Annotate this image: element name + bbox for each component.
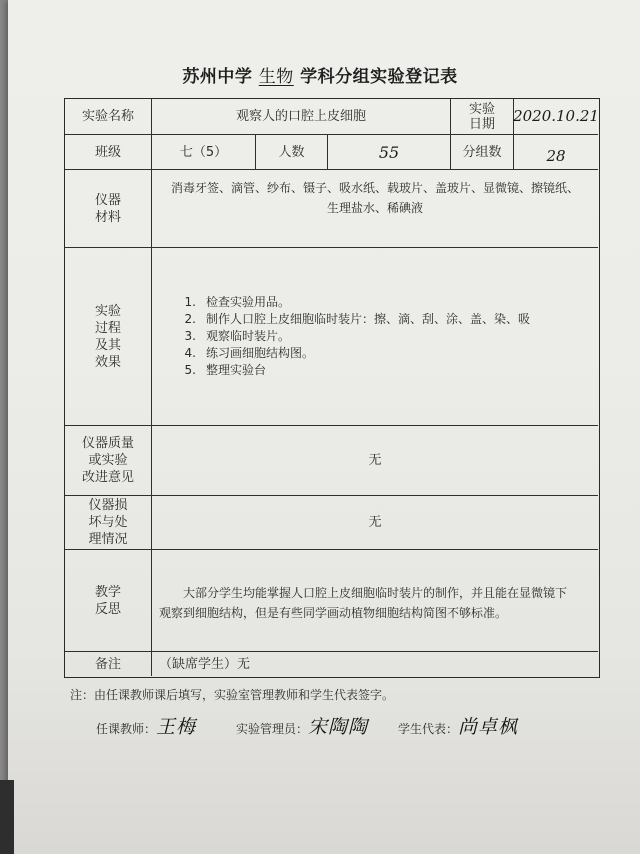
quality-label	[65, 426, 151, 495]
lab-admin-label: 实验管理员：	[236, 722, 309, 736]
lab-admin-signature-row	[236, 712, 368, 739]
process-item: 2. 制作人口腔上皮细胞临时装片：擦、滴、刮、涂、盖、染、吸	[184, 312, 531, 326]
damage-label-line3: 理情况	[88, 532, 128, 547]
count-label: 人数	[278, 144, 305, 160]
reflection-label-line1: 教学	[94, 584, 121, 600]
teacher-label: 任课教师：	[96, 722, 157, 736]
process-item: 5. 整理实验台	[184, 363, 267, 377]
background-edge	[0, 780, 14, 854]
count-value: 55	[378, 142, 400, 162]
process-label-line2: 过程	[94, 320, 121, 336]
title-school: 苏州中学	[182, 67, 253, 87]
student-label: 学生代表：	[398, 722, 459, 736]
footer-note: 注：由任课教师课后填写，实验室管理教师和学生代表签字。	[70, 688, 395, 702]
quality-label-line3: 改进意见	[81, 470, 134, 485]
teacher-signature: 王梅	[156, 716, 197, 738]
title-suffix: 学科分组实验登记表	[300, 67, 458, 87]
materials-value	[152, 175, 598, 221]
form-title	[0, 62, 640, 87]
reflection-line2: 观察到细胞结构，但是有些同学画动植物细胞结构简图不够标准。	[159, 606, 508, 620]
lab-admin-signature: 宋陶陶	[308, 716, 369, 738]
reflection-label	[65, 550, 151, 651]
groups-label: 分组数	[462, 144, 502, 160]
reflection-line1: 大部分学生均能掌握人口腔上皮细胞临时装片的制作，并且能在显微镜下	[183, 586, 568, 600]
quality-label-line2: 或实验	[88, 453, 128, 468]
process-label	[65, 248, 151, 425]
date-value: 2020.10.21	[513, 107, 599, 125]
process-label-line4: 效果	[94, 354, 121, 370]
damage-label-line1: 仪器损	[88, 498, 128, 513]
damage-label-line2: 坏与处	[88, 515, 128, 530]
process-item: 4. 练习画细胞结构图。	[184, 346, 315, 360]
process-item: 3. 观察临时装片。	[184, 329, 291, 343]
experiment-name-label: 实验名称	[81, 109, 134, 124]
date-label-line2: 日期	[468, 116, 495, 132]
reflection-value	[159, 583, 595, 623]
quality-label-line1: 仪器质量	[81, 436, 134, 451]
materials-label	[65, 170, 151, 247]
process-list	[182, 294, 530, 379]
class-label: 班级	[94, 144, 121, 160]
process-item: 1. 检查实验用品。	[184, 295, 291, 309]
registration-table	[64, 98, 600, 678]
class-value: 七（5）	[179, 144, 228, 160]
remarks-value: （缺席学生）无	[159, 656, 251, 672]
student-signature-row	[398, 712, 518, 739]
experiment-name-value: 观察人的口腔上皮细胞	[235, 109, 366, 124]
quality-value: 无	[368, 453, 382, 468]
materials-label-line1: 仪器	[94, 192, 121, 208]
remarks-label: 备注	[94, 656, 121, 672]
reflection-label-line2: 反思	[94, 601, 121, 617]
teacher-signature-row	[96, 712, 196, 739]
groups-value: 28	[546, 146, 566, 165]
process-label-line1: 实验	[94, 303, 121, 319]
date-label	[451, 99, 513, 134]
student-signature: 尚卓枫	[458, 716, 519, 738]
date-label-line1: 实验	[468, 101, 495, 117]
materials-line1: 消毒牙签、滴管、纱布、镊子、吸水纸、载玻片、盖玻片、显微镜、擦镜纸、	[170, 181, 579, 195]
materials-label-line2: 材料	[94, 209, 121, 225]
title-subject: 生物	[258, 67, 294, 87]
materials-line2: 生理盐水、稀碘液	[326, 201, 423, 215]
damage-label	[65, 496, 151, 549]
process-label-line3: 及其	[94, 337, 121, 353]
damage-value: 无	[368, 515, 382, 530]
